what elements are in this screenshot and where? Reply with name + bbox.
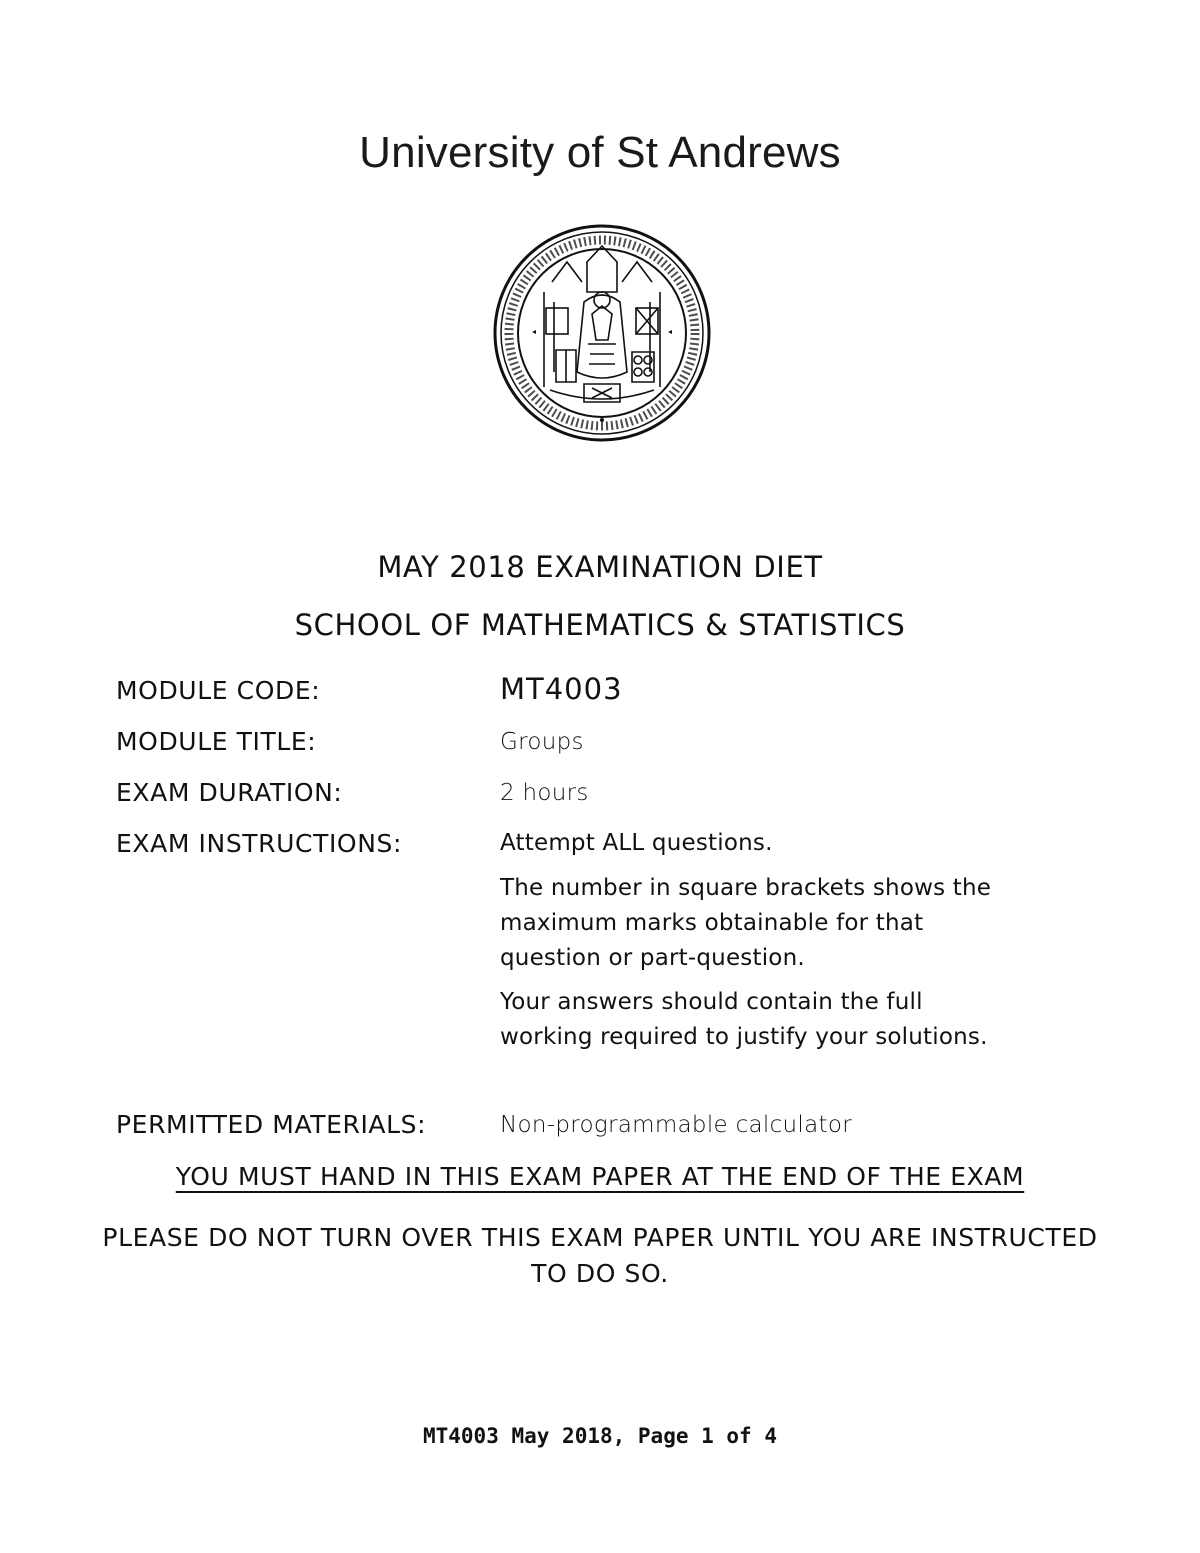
permitted-materials-label: PERMITTED MATERIALS: xyxy=(116,1110,427,1139)
hand-in-notice xyxy=(0,1162,1200,1191)
university-name: University of St Andrews xyxy=(359,128,841,177)
hand-in-notice-text: YOU MUST HAND IN THIS EXAM PAPER AT THE END OF THE EXAM xyxy=(175,1162,1025,1191)
module-code-label: MODULE CODE: xyxy=(116,676,321,705)
exam-instructions-label: EXAM INSTRUCTIONS: xyxy=(116,829,402,858)
do-not-turn-notice: PLEASE DO NOT TURN OVER THIS EXAM PAPER UNTIL YOU ARE INSTRUCTED TO DO SO. xyxy=(102,1223,1098,1288)
instruction-attempt: Attempt ALL questions. xyxy=(500,830,773,856)
university-seal-icon xyxy=(492,222,712,444)
instruction-working: Your answers should contain the full working required to justify your solutions. xyxy=(500,989,988,1050)
exam-diet-heading: MAY 2018 EXAMINATION DIET xyxy=(377,550,823,584)
module-title-value: Groups xyxy=(500,729,584,755)
page-footer: MT4003 May 2018, Page 1 of 4 xyxy=(422,1424,777,1448)
exam-duration-label: EXAM DURATION: xyxy=(116,778,343,807)
module-title-label: MODULE TITLE: xyxy=(116,727,317,756)
school-heading: SCHOOL OF MATHEMATICS & STATISTICS xyxy=(294,608,906,642)
instruction-marks: The number in square brackets shows the maximum marks obtainable for that question or part-question. xyxy=(500,875,992,971)
module-code-value: MT4003 xyxy=(500,672,623,706)
permitted-materials-value: Non-programmable calculator xyxy=(500,1112,852,1138)
exam-duration-value: 2 hours xyxy=(500,780,589,806)
